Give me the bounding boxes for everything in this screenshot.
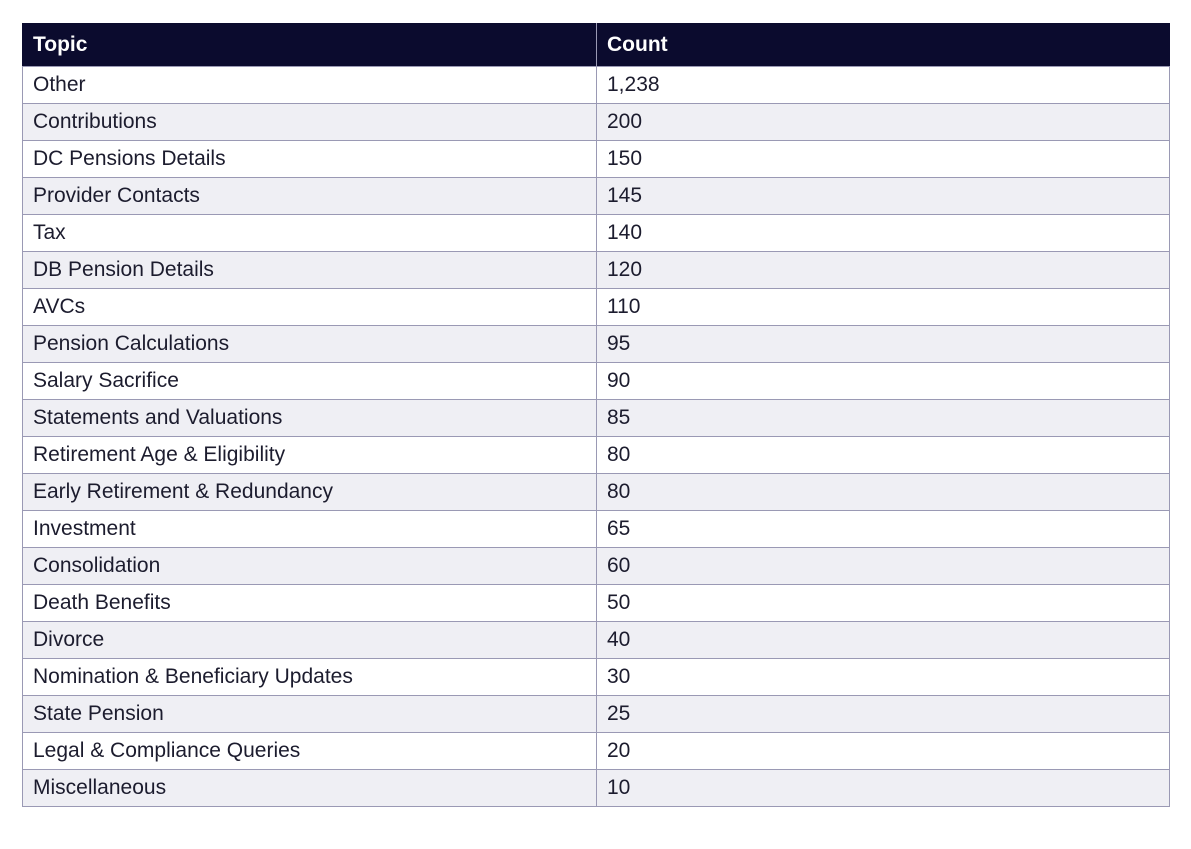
topic-cell: Tax [23, 215, 597, 252]
count-cell: 60 [597, 548, 1170, 585]
table-body [23, 67, 1170, 807]
count-cell: 120 [597, 252, 1170, 289]
count-cell: 90 [597, 363, 1170, 400]
count-cell: 1,238 [597, 67, 1170, 104]
topic-cell: State Pension [23, 696, 597, 733]
count-cell: 85 [597, 400, 1170, 437]
topic-cell: Miscellaneous [23, 770, 597, 807]
topic-count-table-container [22, 23, 1169, 807]
table-row [23, 622, 1170, 659]
count-cell: 95 [597, 326, 1170, 363]
topic-count-table [22, 23, 1170, 807]
table-row [23, 104, 1170, 141]
table-row [23, 733, 1170, 770]
topic-cell: DC Pensions Details [23, 141, 597, 178]
count-cell: 20 [597, 733, 1170, 770]
table-row [23, 215, 1170, 252]
topic-cell: Pension Calculations [23, 326, 597, 363]
topic-cell: Other [23, 67, 597, 104]
topic-cell: Consolidation [23, 548, 597, 585]
table-header [23, 24, 1170, 67]
table-row [23, 178, 1170, 215]
topic-cell: Contributions [23, 104, 597, 141]
topic-cell: Nomination & Beneficiary Updates [23, 659, 597, 696]
count-cell: 80 [597, 437, 1170, 474]
count-cell: 110 [597, 289, 1170, 326]
topic-cell: DB Pension Details [23, 252, 597, 289]
table-row [23, 770, 1170, 807]
count-cell: 50 [597, 585, 1170, 622]
count-cell: 10 [597, 770, 1170, 807]
count-cell: 200 [597, 104, 1170, 141]
count-cell: 145 [597, 178, 1170, 215]
topic-cell: Death Benefits [23, 585, 597, 622]
table-row [23, 252, 1170, 289]
topic-cell: AVCs [23, 289, 597, 326]
topic-cell: Investment [23, 511, 597, 548]
table-row [23, 289, 1170, 326]
topic-cell: Legal & Compliance Queries [23, 733, 597, 770]
count-cell: 80 [597, 474, 1170, 511]
table-row [23, 141, 1170, 178]
column-header-topic: Topic [23, 24, 597, 67]
count-cell: 150 [597, 141, 1170, 178]
header-row [23, 24, 1170, 67]
count-cell: 40 [597, 622, 1170, 659]
table-row [23, 326, 1170, 363]
topic-cell: Statements and Valuations [23, 400, 597, 437]
column-header-count: Count [597, 24, 1170, 67]
table-row [23, 696, 1170, 733]
table-row [23, 363, 1170, 400]
table-row [23, 585, 1170, 622]
topic-cell: Provider Contacts [23, 178, 597, 215]
table-row [23, 400, 1170, 437]
topic-cell: Salary Sacrifice [23, 363, 597, 400]
table-row [23, 548, 1170, 585]
topic-cell: Early Retirement & Redundancy [23, 474, 597, 511]
topic-cell: Retirement Age & Eligibility [23, 437, 597, 474]
count-cell: 140 [597, 215, 1170, 252]
topic-cell: Divorce [23, 622, 597, 659]
table-row [23, 474, 1170, 511]
count-cell: 30 [597, 659, 1170, 696]
table-row [23, 511, 1170, 548]
table-row [23, 67, 1170, 104]
count-cell: 65 [597, 511, 1170, 548]
count-cell: 25 [597, 696, 1170, 733]
table-row [23, 659, 1170, 696]
table-row [23, 437, 1170, 474]
